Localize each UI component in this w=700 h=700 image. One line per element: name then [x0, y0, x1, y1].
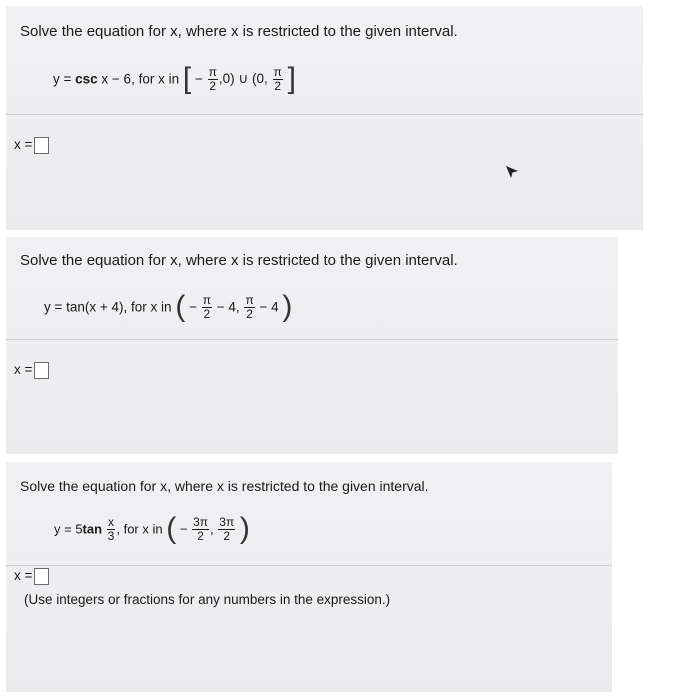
- problem-instruction-1: Solve the equation for x, where x is restricted to the given interval.: [20, 23, 458, 40]
- equation-1: y = csc x − 6, for x in [ − $\frac{\pi}{2}$ ,0) ∪ (0, $\frac{\pi}{2}$ ]: [53, 62, 296, 95]
- answer-row-1: [14, 137, 49, 154]
- equation-2: y = tan(x + 4), for x in ( − $\frac{\pi}{2}$ − 4, $\frac{\pi}{2}$ − 4 ): [44, 290, 293, 323]
- fraction-3pi-over-2: $\frac{3\pi}{2}$: [193, 514, 209, 543]
- answer-row-3: [14, 568, 49, 585]
- fraction-x-over-3: $\frac{x}{3}$: [107, 514, 115, 543]
- fraction-pi-over-2: $\frac{\pi}{2}$: [208, 64, 217, 93]
- answer-input-2[interactable]: [34, 362, 49, 379]
- answer-input-3[interactable]: [34, 568, 49, 585]
- equation-3: y = 5tan $\frac{x}{3}$ , for x in ( − $\frac{3\pi}{2}$ , $\frac{3\pi}{2}$ ): [54, 512, 250, 545]
- divider: [6, 565, 612, 566]
- problem-instruction-3: Solve the equation for x, where x is restricted to the given interval.: [20, 478, 429, 494]
- problem-instruction-2: Solve the equation for x, where x is restricted to the given interval.: [20, 252, 458, 269]
- divider: [6, 114, 643, 115]
- interval-open-bracket: [: [182, 62, 192, 95]
- answer-label: x =: [14, 362, 33, 378]
- interval-close-bracket: ]: [287, 62, 296, 95]
- interval-open-paren: (: [166, 512, 177, 545]
- problem-panel-1: [6, 6, 643, 230]
- fraction-pi-over-2: $\frac{\pi}{2}$: [273, 64, 282, 93]
- interval-open-paren: (: [175, 290, 186, 323]
- answer-input-1[interactable]: [34, 137, 49, 154]
- problem-panel-3: [6, 462, 612, 692]
- fraction-pi-over-2: $\frac{\pi}{2}$: [202, 292, 212, 321]
- function-name: tan: [82, 521, 103, 537]
- interval-close-paren: ): [239, 512, 250, 545]
- mouse-cursor-icon: [505, 165, 519, 179]
- answer-row-2: [14, 362, 49, 379]
- fraction-pi-over-2: $\frac{\pi}{2}$: [245, 292, 254, 321]
- answer-label: x =: [14, 568, 33, 584]
- function-name: csc: [75, 71, 98, 87]
- answer-label: x =: [14, 137, 33, 153]
- problem-panel-2: [6, 237, 618, 454]
- divider: [6, 339, 618, 340]
- answer-format-note: (Use integers or fractions for any numbers in the expression.): [24, 592, 391, 607]
- interval-close-paren: ): [282, 290, 293, 323]
- fraction-3pi-over-2: $\frac{3\pi}{2}$: [219, 514, 235, 543]
